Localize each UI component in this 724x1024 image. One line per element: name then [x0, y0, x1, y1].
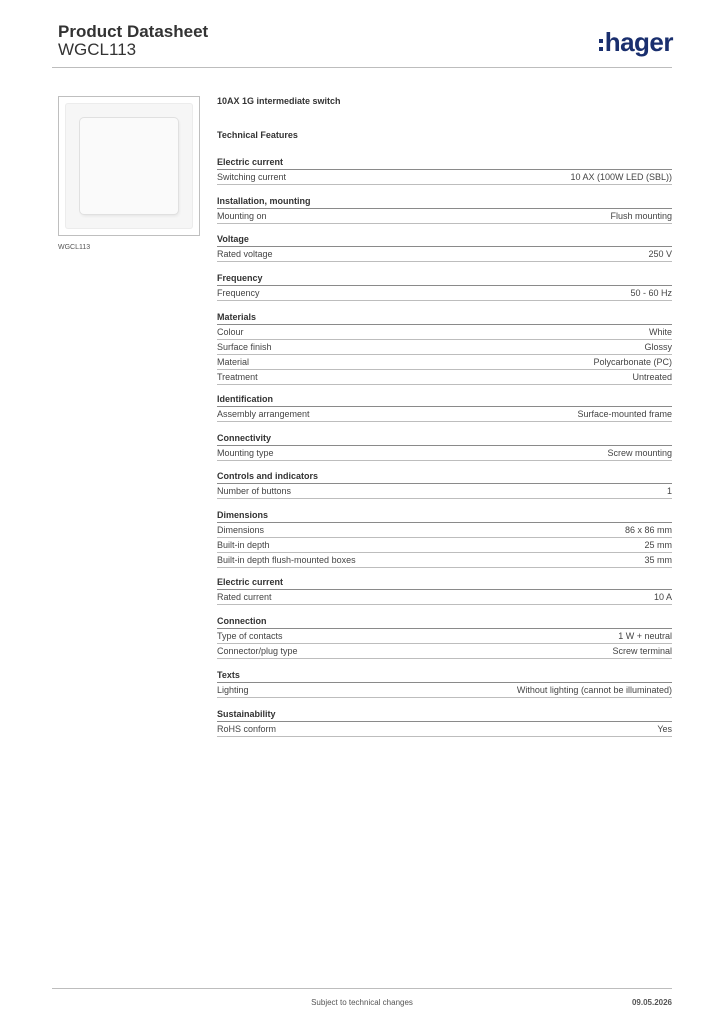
- section-title: Texts: [217, 669, 672, 683]
- hager-logo: [599, 28, 673, 56]
- spec-label: Colour: [217, 327, 244, 337]
- spec-row: [217, 407, 672, 422]
- spec-label: Number of buttons: [217, 486, 292, 496]
- spec-label: Surface finish: [217, 342, 272, 352]
- spec-value: Yes: [657, 724, 672, 734]
- product-name: 10AX 1G intermediate switch: [217, 96, 341, 106]
- spec-row: [217, 523, 672, 538]
- document-title: Product Datasheet: [58, 22, 209, 41]
- spec-row: [217, 286, 672, 301]
- spec-row: [217, 683, 672, 698]
- spec-section: [217, 509, 672, 568]
- footer-divider: [52, 988, 672, 989]
- spec-label: Connector/plug type: [217, 646, 298, 656]
- page-header: [58, 20, 673, 70]
- spec-label: Frequency: [217, 288, 260, 298]
- product-image: [58, 96, 200, 236]
- spec-row: [217, 340, 672, 355]
- section-title: Dimensions: [217, 509, 672, 523]
- spec-section: [217, 195, 672, 224]
- section-title: Voltage: [217, 233, 672, 247]
- spec-section: [217, 708, 672, 737]
- spec-section: [217, 156, 672, 185]
- spec-row: [217, 325, 672, 340]
- spec-label: Dimensions: [217, 525, 265, 535]
- section-title: Connectivity: [217, 432, 672, 446]
- spec-section: [217, 311, 672, 385]
- spec-section: [217, 432, 672, 461]
- spec-value: White: [648, 327, 672, 337]
- spec-value: Untreated: [632, 372, 672, 382]
- spec-value: 50 - 60 Hz: [630, 288, 672, 298]
- spec-row: [217, 446, 672, 461]
- spec-label: RoHS conform: [217, 724, 277, 734]
- section-title: Electric current: [217, 576, 672, 590]
- spec-row: [217, 722, 672, 737]
- spec-row: [217, 247, 672, 262]
- spec-label: Material: [217, 357, 250, 367]
- spec-row: [217, 644, 672, 659]
- spec-label: Type of contacts: [217, 631, 283, 641]
- image-caption: WGCL113: [58, 244, 91, 251]
- section-title: Sustainability: [217, 708, 672, 722]
- spec-section: [217, 669, 672, 698]
- spec-section: [217, 615, 672, 659]
- spec-value: Polycarbonate (PC): [593, 357, 672, 367]
- switch-plate-image: [65, 103, 193, 229]
- spec-section: [217, 470, 672, 499]
- spec-value: 1 W + neutral: [618, 631, 672, 641]
- spec-value: 35 mm: [644, 555, 672, 565]
- section-title: Frequency: [217, 272, 672, 286]
- spec-value: 25 mm: [644, 540, 672, 550]
- section-title: Identification: [217, 393, 672, 407]
- spec-value: Flush mounting: [610, 211, 672, 221]
- section-title: Electric current: [217, 156, 672, 170]
- technical-features-heading: Technical Features: [217, 130, 298, 140]
- spec-value: Screw terminal: [612, 646, 672, 656]
- spec-row: [217, 538, 672, 553]
- spec-value: Screw mounting: [607, 448, 672, 458]
- section-title: Materials: [217, 311, 672, 325]
- spec-value: Glossy: [644, 342, 672, 352]
- section-title: Installation, mounting: [217, 195, 672, 209]
- spec-label: Built-in depth: [217, 540, 270, 550]
- header-divider: [52, 67, 672, 68]
- spec-value: 10 AX (100W LED (SBL)): [570, 172, 672, 182]
- logo-text: hager: [604, 26, 673, 57]
- switch-rocker-image: [80, 118, 178, 214]
- spec-row: [217, 355, 672, 370]
- spec-section: [217, 576, 672, 605]
- spec-value: 86 x 86 mm: [624, 525, 672, 535]
- spec-row: [217, 209, 672, 224]
- spec-label: Treatment: [217, 372, 258, 382]
- spec-row: [217, 590, 672, 605]
- spec-label: Mounting type: [217, 448, 274, 458]
- logo-dots-icon: [599, 39, 603, 51]
- spec-value: 10 A: [653, 592, 672, 602]
- spec-label: Built-in depth flush-mounted boxes: [217, 555, 356, 565]
- spec-row: [217, 553, 672, 568]
- spec-section: [217, 272, 672, 301]
- spec-label: Switching current: [217, 172, 287, 182]
- section-title: Controls and indicators: [217, 470, 672, 484]
- footer-note: Subject to technical changes: [311, 998, 413, 1007]
- spec-row: [217, 484, 672, 499]
- spec-section: [217, 393, 672, 422]
- spec-row: [217, 629, 672, 644]
- product-code: WGCL113: [58, 40, 137, 59]
- spec-label: Mounting on: [217, 211, 267, 221]
- spec-label: Assembly arrangement: [217, 409, 310, 419]
- spec-value: 1: [666, 486, 672, 496]
- section-title: Connection: [217, 615, 672, 629]
- footer-date: 09.05.2026: [631, 998, 672, 1007]
- spec-value: Without lighting (cannot be illuminated): [516, 685, 672, 695]
- spec-label: Lighting: [217, 685, 249, 695]
- spec-row: [217, 370, 672, 385]
- spec-label: Rated current: [217, 592, 272, 602]
- spec-section: [217, 233, 672, 262]
- spec-value: 250 V: [648, 249, 672, 259]
- spec-value: Surface-mounted frame: [577, 409, 672, 419]
- spec-row: [217, 170, 672, 185]
- spec-label: Rated voltage: [217, 249, 273, 259]
